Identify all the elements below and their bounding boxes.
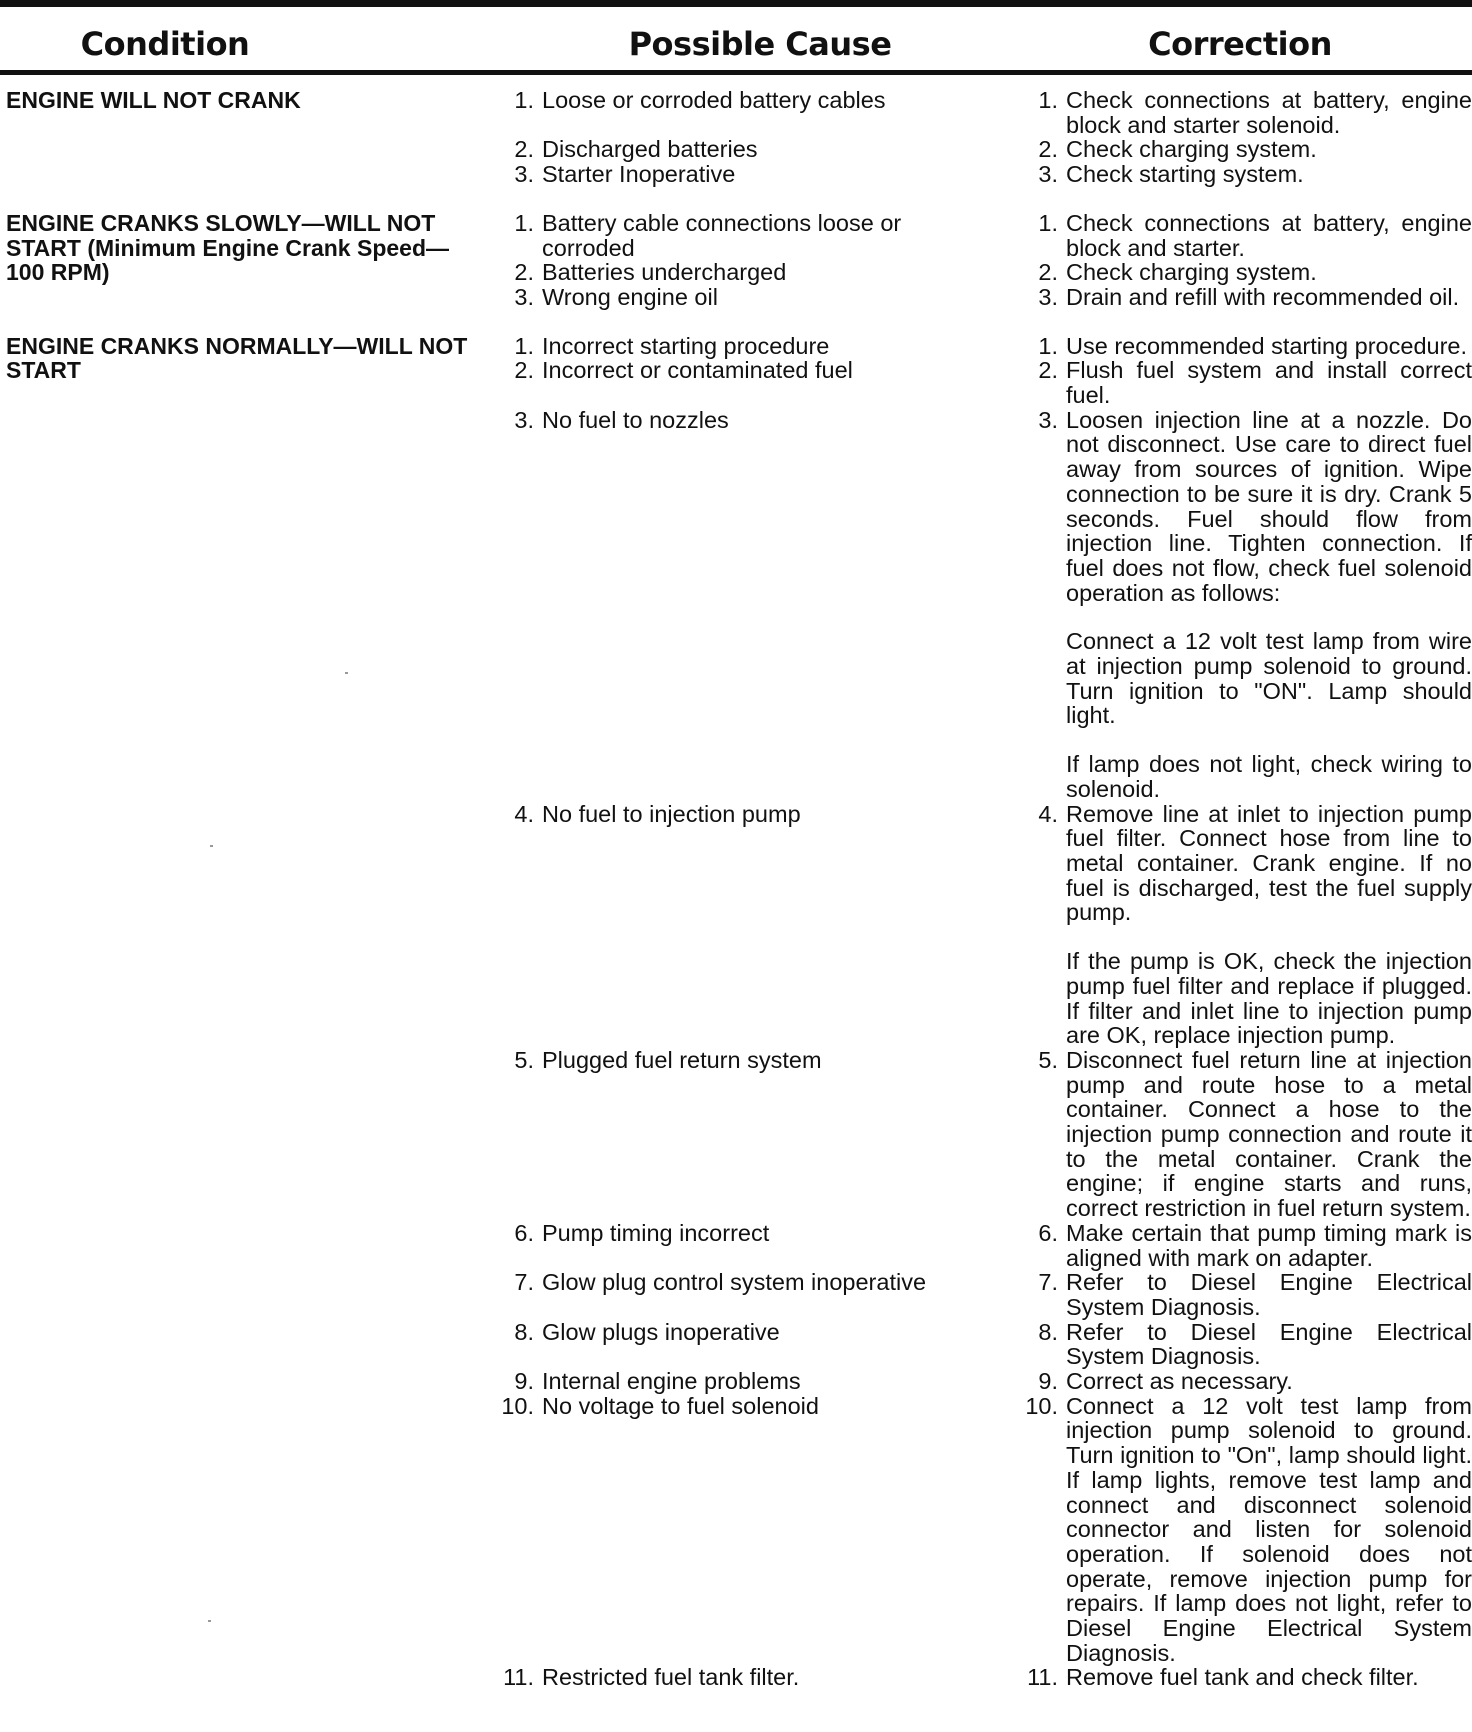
cause-number: 1. bbox=[514, 87, 534, 113]
correction bbox=[1014, 260, 1472, 285]
cause-text: Discharged batteries bbox=[542, 136, 758, 163]
correction-text bbox=[1066, 162, 1472, 187]
cause-number: 4. bbox=[514, 800, 534, 827]
correction-paragraph: Flush fuel system and install correct fuel. bbox=[1066, 357, 1472, 409]
correction-text bbox=[1066, 802, 1472, 1048]
correction-paragraph: Connect a 12 volt test lamp from wire at injection pump solenoid to ground. Turn ignition to "ON". Lamp should light. bbox=[1066, 628, 1472, 729]
possible-cause bbox=[490, 162, 1014, 187]
correction-number: 5. bbox=[1038, 1046, 1058, 1073]
cause-number: 1. bbox=[514, 209, 534, 236]
possible-cause bbox=[490, 1394, 1014, 1666]
correction-number: 9. bbox=[1038, 1368, 1058, 1395]
condition-row bbox=[0, 334, 1472, 1691]
cause-text: Plugged fuel return system bbox=[542, 1046, 822, 1073]
possible-cause bbox=[490, 334, 1014, 359]
cause-text: Restricted fuel tank filter. bbox=[542, 1664, 800, 1691]
correction-number: 10. bbox=[1025, 1392, 1058, 1419]
correction-text bbox=[1066, 1369, 1472, 1394]
correction-text bbox=[1066, 1320, 1472, 1369]
correction-paragraph: Remove fuel tank and check filter. bbox=[1066, 1664, 1419, 1691]
list-item bbox=[490, 1270, 1472, 1319]
correction-number: 1. bbox=[1038, 332, 1058, 359]
possible-cause bbox=[490, 358, 1014, 407]
cause-number: 11. bbox=[503, 1664, 534, 1691]
correction bbox=[1014, 1665, 1472, 1690]
correction-paragraph: Refer to Diesel Engine Electrical System Diagnosis. bbox=[1066, 1318, 1472, 1370]
list-item bbox=[490, 162, 1472, 187]
correction-paragraph: Check connections at battery, engine block and starter solenoid. bbox=[1066, 87, 1472, 138]
correction-number: 2. bbox=[1038, 259, 1058, 286]
list-item bbox=[490, 358, 1472, 407]
cause-text: Starter Inoperative bbox=[542, 161, 736, 188]
possible-cause bbox=[490, 285, 1014, 310]
condition-row bbox=[0, 211, 1472, 310]
correction bbox=[1014, 408, 1472, 802]
list-item bbox=[490, 408, 1472, 802]
paragraph-spacer bbox=[1066, 605, 1472, 629]
correction-number: 2. bbox=[1038, 136, 1058, 163]
possible-cause bbox=[490, 260, 1014, 285]
correction-paragraph: Check starting system. bbox=[1066, 161, 1304, 188]
cause-text: No fuel to injection pump bbox=[542, 800, 801, 827]
cause-correction-list bbox=[490, 211, 1472, 310]
cause-text: Glow plug control system inoperative bbox=[542, 1269, 927, 1296]
possible-cause bbox=[490, 1665, 1014, 1690]
correction-number: 3. bbox=[1038, 283, 1058, 310]
correction-paragraph: Drain and refill with recommended oil. bbox=[1066, 283, 1460, 310]
cause-correction-list bbox=[490, 88, 1472, 187]
cause-number: 6. bbox=[514, 1219, 534, 1246]
paragraph-spacer bbox=[1066, 728, 1472, 752]
correction-text bbox=[1066, 1394, 1472, 1666]
correction-text bbox=[1066, 88, 1472, 137]
correction-paragraph: Connect a 12 volt test lamp from injection pump solenoid to ground. Turn ignition to "On", lamp should light. If lamp lights, remove test lamp and connect and disconnect solenoid connector and listen for solenoid operation. If solenoid does not operate, remove injection pump for repairs. If lamp does not light, refer to Diesel Engine Electrical System Diagnosis. bbox=[1066, 1392, 1472, 1666]
condition-label: ENGINE CRANKS NORMALLY—WILL NOT START bbox=[6, 332, 468, 384]
possible-cause bbox=[490, 1369, 1014, 1394]
cause-number: 10. bbox=[501, 1392, 534, 1419]
correction-text bbox=[1066, 137, 1472, 162]
correction bbox=[1014, 1221, 1472, 1270]
list-item bbox=[490, 285, 1472, 310]
correction bbox=[1014, 802, 1472, 1048]
correction-text bbox=[1066, 1221, 1472, 1270]
list-item bbox=[490, 137, 1472, 162]
correction-text bbox=[1066, 358, 1472, 407]
cause-number: 5. bbox=[514, 1046, 534, 1073]
list-item bbox=[490, 334, 1472, 359]
list-item bbox=[490, 88, 1472, 137]
cause-number: 2. bbox=[514, 259, 534, 286]
correction-paragraph: Loosen injection line at a nozzle. Do not disconnect. Use care to direct fuel away from sources of ignition. Wipe connection to be sure it is dry. Crank 5 seconds. Fuel should flow from injection line. Tighten connection. If fuel does not flow, check fuel solenoid operation as follows: bbox=[1066, 406, 1472, 606]
cause-number: 2. bbox=[514, 136, 534, 163]
condition-row bbox=[0, 88, 1472, 187]
correction-paragraph: Check connections at battery, engine block and starter. bbox=[1066, 209, 1472, 261]
correction-number: 3. bbox=[1038, 406, 1058, 433]
possible-cause bbox=[490, 137, 1014, 162]
diagnosis-table bbox=[0, 88, 1472, 1690]
possible-cause bbox=[490, 1320, 1014, 1369]
cause-number: 7. bbox=[514, 1269, 534, 1296]
correction-paragraph: Disconnect fuel return line at injection pump and route hose to a metal container. Connect a hose to the injection pump connection and route it to the metal container. Crank the engine; if engine starts and runs, correct restriction in fuel return system. bbox=[1066, 1046, 1472, 1222]
correction bbox=[1014, 358, 1472, 407]
list-item bbox=[490, 1394, 1472, 1666]
correction-number: 7. bbox=[1038, 1269, 1058, 1296]
correction-text bbox=[1066, 1665, 1472, 1690]
scan-speck bbox=[210, 845, 213, 847]
correction-paragraph: Check charging system. bbox=[1066, 259, 1317, 286]
correction bbox=[1014, 211, 1472, 260]
cause-text: Battery cable connections loose or corroded bbox=[542, 209, 902, 261]
cause-text: Incorrect starting procedure bbox=[542, 332, 830, 359]
condition-label: ENGINE CRANKS SLOWLY—WILL NOT START (Minimum Engine Crank Speed—100 RPM) bbox=[6, 209, 449, 286]
correction bbox=[1014, 285, 1472, 310]
list-item bbox=[490, 1665, 1472, 1690]
header-condition: Condition bbox=[80, 25, 250, 63]
header-rule bbox=[0, 70, 1472, 75]
top-rule bbox=[0, 0, 1472, 7]
possible-cause bbox=[490, 1270, 1014, 1319]
correction-text bbox=[1066, 1270, 1472, 1319]
correction bbox=[1014, 1369, 1472, 1394]
correction-text bbox=[1066, 334, 1472, 359]
correction bbox=[1014, 334, 1472, 359]
correction-text bbox=[1066, 260, 1472, 285]
correction-number: 1. bbox=[1038, 87, 1058, 113]
cause-text: Wrong engine oil bbox=[542, 283, 718, 310]
cause-correction-list bbox=[490, 334, 1472, 1691]
cause-text: Incorrect or contaminated fuel bbox=[542, 357, 853, 384]
correction bbox=[1014, 137, 1472, 162]
possible-cause bbox=[490, 802, 1014, 1048]
correction-paragraph: Make certain that pump timing mark is aligned with mark on adapter. bbox=[1066, 1219, 1472, 1271]
cause-number: 2. bbox=[514, 357, 534, 384]
header-possible-cause: Possible Cause bbox=[628, 25, 892, 63]
cause-text: Batteries undercharged bbox=[542, 259, 787, 286]
cause-text: Loose or corroded battery cables bbox=[542, 87, 886, 113]
correction bbox=[1014, 162, 1472, 187]
correction bbox=[1014, 88, 1472, 137]
correction-number: 3. bbox=[1038, 161, 1058, 188]
correction-paragraph: Refer to Diesel Engine Electrical System Diagnosis. bbox=[1066, 1269, 1472, 1320]
list-item bbox=[490, 211, 1472, 260]
cause-number: 9. bbox=[514, 1368, 534, 1395]
list-item bbox=[490, 1221, 1472, 1270]
correction-paragraph: Use recommended starting procedure. bbox=[1066, 332, 1468, 359]
cause-number: 3. bbox=[514, 283, 534, 310]
correction-number: 6. bbox=[1038, 1219, 1058, 1246]
cause-text: No voltage to fuel solenoid bbox=[542, 1392, 819, 1419]
correction-text bbox=[1066, 408, 1472, 802]
cause-text: No fuel to nozzles bbox=[542, 406, 729, 433]
paragraph-spacer bbox=[1066, 925, 1472, 949]
list-item bbox=[490, 802, 1472, 1048]
correction bbox=[1014, 1320, 1472, 1369]
possible-cause bbox=[490, 1221, 1014, 1270]
list-item bbox=[490, 1320, 1472, 1369]
list-item bbox=[490, 1048, 1472, 1221]
possible-cause bbox=[490, 1048, 1014, 1221]
condition-label: ENGINE WILL NOT CRANK bbox=[6, 87, 301, 113]
cause-number: 1. bbox=[514, 332, 534, 359]
correction-paragraph: Correct as necessary. bbox=[1066, 1368, 1293, 1395]
cause-text: Glow plugs inoperative bbox=[542, 1318, 780, 1345]
header-correction: Correction bbox=[1148, 25, 1332, 63]
correction-number: 2. bbox=[1038, 357, 1058, 384]
cause-number: 3. bbox=[514, 406, 534, 433]
correction-paragraph: If the pump is OK, check the injection pump fuel filter and replace if plugged. If filter and inlet line to injection pump are OK, replace injection pump. bbox=[1066, 948, 1472, 1049]
cause-text: Pump timing incorrect bbox=[542, 1219, 770, 1246]
cause-number: 8. bbox=[514, 1318, 534, 1345]
correction-text bbox=[1066, 211, 1472, 260]
correction bbox=[1014, 1394, 1472, 1666]
scan-speck bbox=[345, 672, 348, 674]
correction-text bbox=[1066, 285, 1472, 310]
list-item bbox=[490, 260, 1472, 285]
correction-paragraph: Check charging system. bbox=[1066, 136, 1317, 163]
possible-cause bbox=[490, 88, 1014, 137]
cause-number: 3. bbox=[514, 161, 534, 188]
correction-number: 1. bbox=[1038, 209, 1058, 236]
possible-cause bbox=[490, 211, 1014, 260]
correction bbox=[1014, 1048, 1472, 1221]
correction-paragraph: Remove line at inlet to injection pump fuel filter. Connect hose from line to metal container. Crank engine. If no fuel is discharged, test the fuel supply pump. bbox=[1066, 800, 1472, 926]
row-spacer bbox=[0, 310, 1472, 334]
correction-number: 4. bbox=[1038, 800, 1058, 827]
correction-paragraph: If lamp does not light, check wiring to solenoid. bbox=[1066, 751, 1472, 802]
list-item bbox=[490, 1369, 1472, 1394]
cause-text: Internal engine problems bbox=[542, 1368, 801, 1395]
correction-number: 11. bbox=[1027, 1664, 1058, 1691]
correction-number: 8. bbox=[1038, 1318, 1058, 1345]
row-spacer bbox=[0, 187, 1472, 211]
scan-speck bbox=[208, 1620, 211, 1622]
possible-cause bbox=[490, 408, 1014, 802]
correction bbox=[1014, 1270, 1472, 1319]
correction-text bbox=[1066, 1048, 1472, 1221]
